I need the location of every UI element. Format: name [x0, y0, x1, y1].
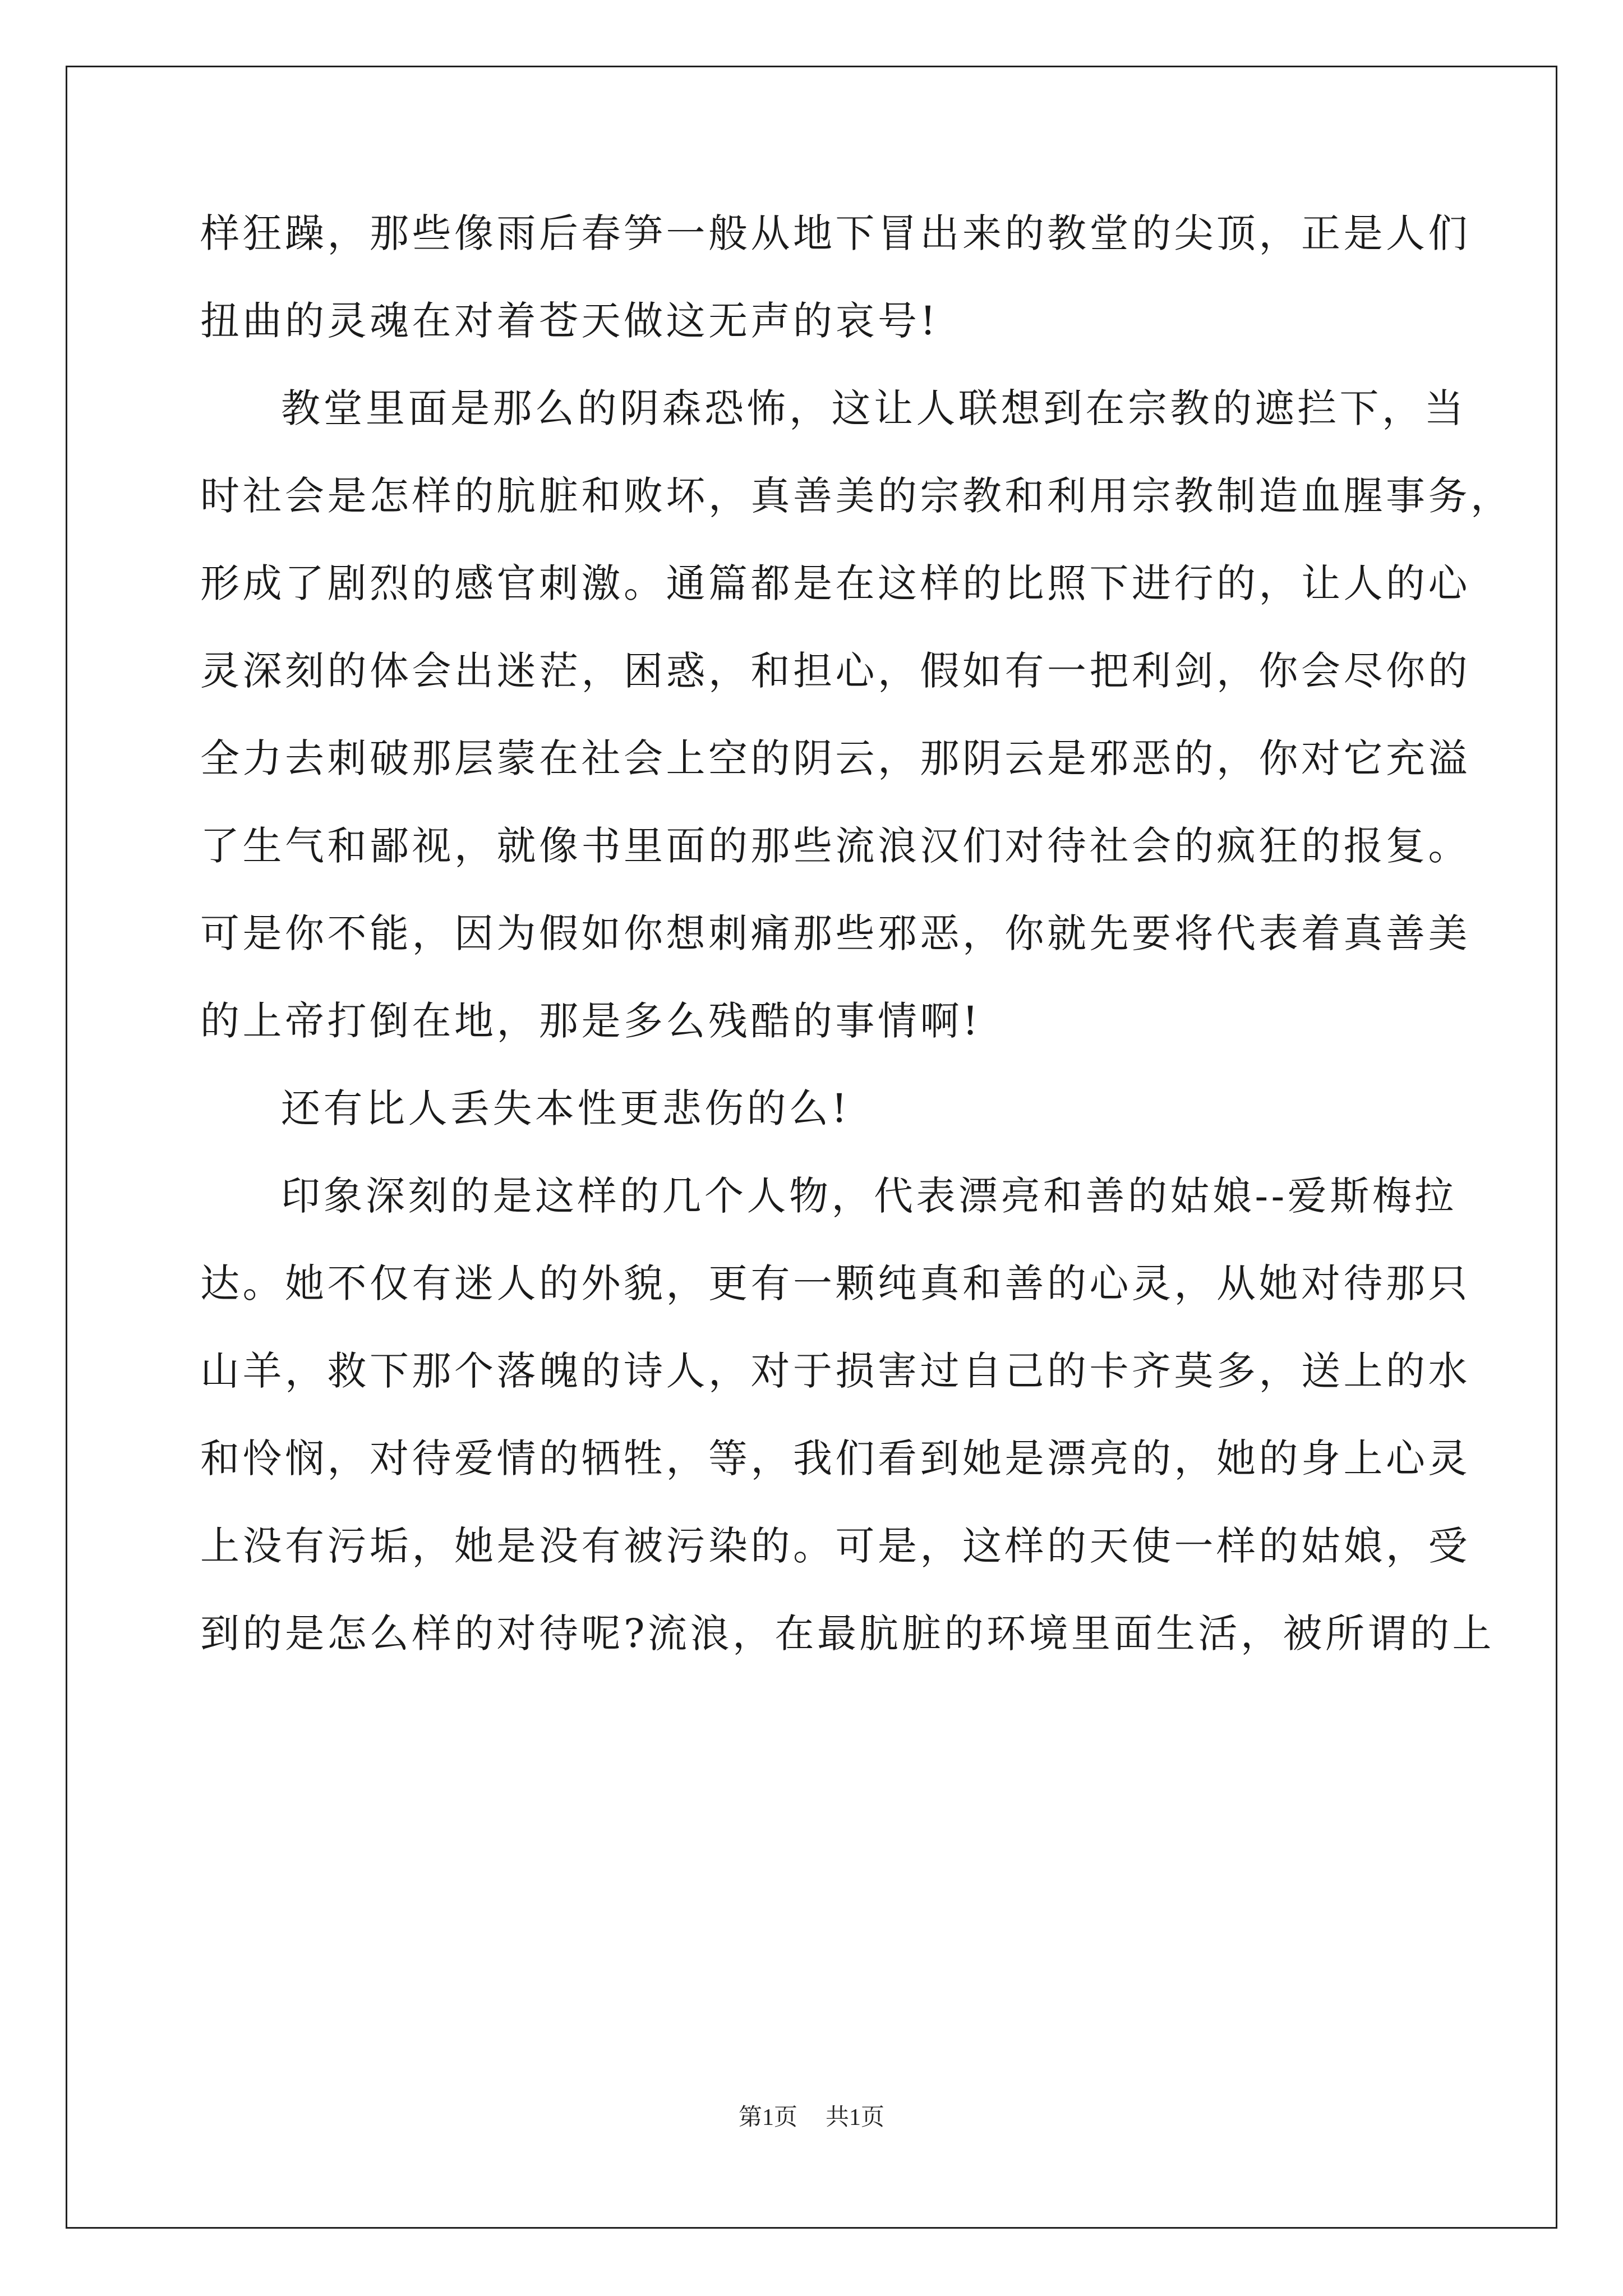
text-line: 全力去刺破那层蒙在社会上空的阴云，那阴云是邪恶的，你对它充溢	[200, 735, 1470, 781]
page-number-label: 第1页	[738, 2105, 797, 2131]
text-line: 形成了剧烈的感官刺激。通篇都是在这样的比照下进行的，让人的心	[200, 560, 1470, 606]
text-line: 还有比人丢失本性更悲伤的么!	[281, 1085, 851, 1131]
page-footer	[0, 2104, 1623, 2132]
text-line: 时社会是怎样的肮脏和败坏，真善美的宗教和利用宗教制造血腥事务，	[200, 473, 1513, 519]
text-line: 灵深刻的体会出迷茫，困惑，和担心，假如有一把利剑，你会尽你的	[200, 648, 1470, 694]
text-line: 教堂里面是那么的阴森恐怖，这让人联想到在宗教的遮拦下，当	[281, 385, 1467, 431]
text-line: 到的是怎么样的对待呢?流浪，在最肮脏的环境里面生活，被所谓的上	[200, 1611, 1495, 1657]
text-line: 的上帝打倒在地，那是多么残酷的事情啊!	[200, 998, 981, 1044]
text-line: 可是你不能，因为假如你想刺痛那些邪恶，你就先要将代表着真善美	[200, 910, 1470, 956]
text-line: 扭曲的灵魂在对着苍天做这无声的哀号!	[200, 298, 939, 344]
text-line: 上没有污垢，她是没有被污染的。可是，这样的天使一样的姑娘，受	[200, 1523, 1470, 1569]
page-total-label: 共1页	[826, 2105, 885, 2131]
text-line: 了生气和鄙视，就像书里面的那些流浪汉们对待社会的疯狂的报复。	[200, 823, 1470, 869]
document-body	[200, 208, 1513, 1695]
text-line: 印象深刻的是这样的几个人物，代表漂亮和善的姑娘--爱斯梅拉	[281, 1173, 1457, 1219]
text-line: 和怜悯，对待爱情的牺牲，等，我们看到她是漂亮的，她的身上心灵	[200, 1435, 1470, 1481]
text-line: 样狂躁，那些像雨后春笋一般从地下冒出来的教堂的尖顶，正是人们	[200, 210, 1470, 256]
text-line: 山羊，救下那个落魄的诗人，对于损害过自己的卡齐莫多，送上的水	[200, 1348, 1470, 1394]
text-line: 达。她不仅有迷人的外貌，更有一颗纯真和善的心灵，从她对待那只	[200, 1260, 1470, 1306]
